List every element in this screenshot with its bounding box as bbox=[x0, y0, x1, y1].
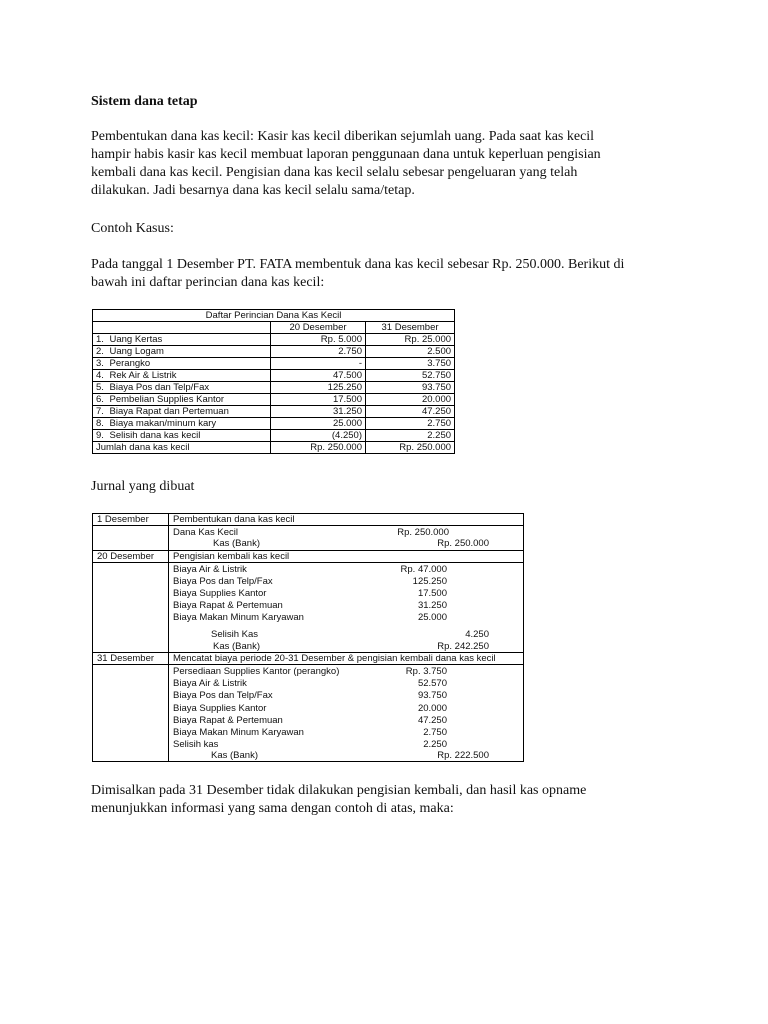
debit-amount: Rp. 47.000 bbox=[400, 564, 447, 575]
row-label: Uang Kertas bbox=[107, 334, 271, 346]
table-row bbox=[93, 346, 455, 358]
row-number: 5. bbox=[93, 382, 107, 394]
text-line: menunjukkan informasi yang sama dengan contoh di atas, maka: bbox=[91, 801, 454, 816]
date-cell: 20 Desember bbox=[97, 551, 155, 562]
row-value: 3.750 bbox=[366, 358, 455, 370]
total-value: Rp. 250.000 bbox=[271, 442, 366, 454]
debit-amount: 2.250 bbox=[423, 739, 447, 750]
row-value: 20.000 bbox=[366, 394, 455, 406]
row-value: - bbox=[271, 358, 366, 370]
row-number: 3. bbox=[93, 358, 107, 370]
row-divider bbox=[93, 550, 523, 551]
row-number: 4. bbox=[93, 370, 107, 382]
table-row bbox=[93, 418, 455, 430]
row-value: 2.750 bbox=[271, 346, 366, 358]
debit-amount: 125.250 bbox=[412, 576, 447, 587]
row-value: 17.500 bbox=[271, 394, 366, 406]
row-value: 2.500 bbox=[366, 346, 455, 358]
row-number: 2. bbox=[93, 346, 107, 358]
table-row bbox=[93, 406, 455, 418]
account-debit: Biaya Rapat & Pertemuan bbox=[173, 600, 283, 611]
table-total-row bbox=[93, 442, 455, 454]
table-row bbox=[93, 370, 455, 382]
account-debit: Biaya Supplies Kantor bbox=[173, 703, 267, 714]
debit-amount: 93.750 bbox=[417, 690, 447, 701]
entry-description: Mencatat biaya periode 20-31 Desember & pengisian kembali dana kas kecil bbox=[173, 653, 496, 664]
row-value: Rp. 25.000 bbox=[366, 334, 455, 346]
row-divider bbox=[93, 525, 523, 526]
account-debit: Biaya Rapat & Pertemuan bbox=[173, 715, 283, 726]
row-label: Uang Logam bbox=[107, 346, 271, 358]
debit-amount: 17.500 bbox=[417, 588, 447, 599]
text-line: Pada tanggal 1 Desember PT. FATA membentuk dana kas kecil sebesar Rp. 250.000. Berikut di bbox=[91, 257, 625, 272]
table-row bbox=[93, 358, 455, 370]
text-line: dilakukan. Jadi besarnya dana kas kecil selalu sama/tetap. bbox=[91, 183, 415, 198]
row-number: 1. bbox=[93, 334, 107, 346]
debit-amount: 52.570 bbox=[417, 678, 447, 689]
account-debit: Biaya Pos dan Telp/Fax bbox=[173, 576, 273, 587]
row-value: 2.250 bbox=[366, 430, 455, 442]
debit-amount: 20.000 bbox=[417, 703, 447, 714]
table-header-blank bbox=[93, 322, 271, 334]
row-label: Rek Air & Listrik bbox=[107, 370, 271, 382]
row-value: 31.250 bbox=[271, 406, 366, 418]
text-line: hampir habis kasir kas kecil membuat laporan penggunaan dana untuk keperluan pengisian bbox=[91, 147, 601, 162]
total-label: Jumlah dana kas kecil bbox=[93, 442, 271, 454]
account-debit: Biaya Makan Minum Karyawan bbox=[173, 727, 304, 738]
entry-description: Pengisian kembali kas kecil bbox=[173, 551, 290, 562]
row-number: 7. bbox=[93, 406, 107, 418]
row-label: Pembelian Supplies Kantor bbox=[107, 394, 271, 406]
paragraph-pembentukan bbox=[91, 128, 691, 200]
account-debit: Selisih kas bbox=[173, 739, 219, 750]
entry-description: Pembentukan dana kas kecil bbox=[173, 514, 295, 525]
credit-amount: Rp. 222.500 bbox=[437, 750, 489, 761]
table-row bbox=[93, 394, 455, 406]
column-header: 31 Desember bbox=[366, 322, 455, 334]
row-divider bbox=[93, 664, 523, 665]
row-number: 8. bbox=[93, 418, 107, 430]
section-heading: Sistem dana tetap bbox=[91, 94, 198, 109]
table-row bbox=[93, 430, 455, 442]
column-header: 20 Desember bbox=[271, 322, 366, 334]
row-divider bbox=[93, 562, 523, 563]
paragraph-dimisalkan bbox=[91, 782, 691, 818]
debit-amount: 47.250 bbox=[417, 715, 447, 726]
account-debit: Persediaan Supplies Kantor (perangko) bbox=[173, 666, 340, 677]
row-value: 47.500 bbox=[271, 370, 366, 382]
account-credit: Kas (Bank) bbox=[211, 750, 258, 761]
row-label: Biaya Pos dan Telp/Fax bbox=[107, 382, 271, 394]
credit-amount: Rp. 242.250 bbox=[437, 641, 489, 652]
row-value: 93.750 bbox=[366, 382, 455, 394]
credit-amount: 4.250 bbox=[465, 629, 489, 640]
row-label: Selisih dana kas kecil bbox=[107, 430, 271, 442]
account-credit: Kas (Bank) bbox=[213, 538, 260, 549]
debit-amount: 25.000 bbox=[417, 612, 447, 623]
text-line: kembali dana kas kecil. Pengisian dana kas kecil selalu sebesar pengeluaran yang telah bbox=[91, 165, 578, 180]
account-debit: Biaya Pos dan Telp/Fax bbox=[173, 690, 273, 701]
paragraph-contoh bbox=[91, 256, 691, 292]
row-value: 125.250 bbox=[271, 382, 366, 394]
debit-amount: 31.250 bbox=[417, 600, 447, 611]
row-value: 52.750 bbox=[366, 370, 455, 382]
jurnal-table bbox=[92, 513, 524, 762]
row-label: Perangko bbox=[107, 358, 271, 370]
jurnal-heading: Jurnal yang dibuat bbox=[91, 479, 195, 494]
account-debit: Biaya Air & Listrik bbox=[173, 678, 247, 689]
row-number: 6. bbox=[93, 394, 107, 406]
row-label: Biaya makan/minum kary bbox=[107, 418, 271, 430]
total-value: Rp. 250.000 bbox=[366, 442, 455, 454]
debit-amount: Rp. 3.750 bbox=[405, 666, 447, 677]
account-debit: Biaya Makan Minum Karyawan bbox=[173, 612, 304, 623]
account-debit: Dana Kas Kecil bbox=[173, 527, 238, 538]
perincian-table bbox=[92, 309, 455, 454]
table-row bbox=[93, 334, 455, 346]
row-value: (4.250) bbox=[271, 430, 366, 442]
row-value: 25.000 bbox=[271, 418, 366, 430]
table-title: Daftar Perincian Dana Kas Kecil bbox=[93, 310, 455, 322]
table-row bbox=[93, 382, 455, 394]
account-credit: Selisih Kas bbox=[211, 629, 258, 640]
debit-amount: 2.750 bbox=[423, 727, 447, 738]
text-line: Pembentukan dana kas kecil: Kasir kas kecil diberikan sejumlah uang. Pada saat kas kecil bbox=[91, 129, 595, 144]
row-label: Biaya Rapat dan Pertemuan bbox=[107, 406, 271, 418]
column-divider bbox=[168, 514, 169, 761]
debit-amount: Rp. 250.000 bbox=[397, 527, 449, 538]
contoh-kasus-label: Contoh Kasus: bbox=[91, 221, 174, 236]
text-line: Dimisalkan pada 31 Desember tidak dilakukan pengisian kembali, dan hasil kas opname bbox=[91, 783, 587, 798]
row-value: 2.750 bbox=[366, 418, 455, 430]
row-value: Rp. 5.000 bbox=[271, 334, 366, 346]
row-value: 47.250 bbox=[366, 406, 455, 418]
date-cell: 1 Desember bbox=[97, 514, 149, 525]
credit-amount: Rp. 250.000 bbox=[437, 538, 489, 549]
account-debit: Biaya Supplies Kantor bbox=[173, 588, 267, 599]
text-line: bawah ini daftar perincian dana kas kecil: bbox=[91, 275, 325, 290]
account-credit: Kas (Bank) bbox=[213, 641, 260, 652]
row-number: 9. bbox=[93, 430, 107, 442]
date-cell: 31 Desember bbox=[97, 653, 155, 664]
account-debit: Biaya Air & Listrik bbox=[173, 564, 247, 575]
